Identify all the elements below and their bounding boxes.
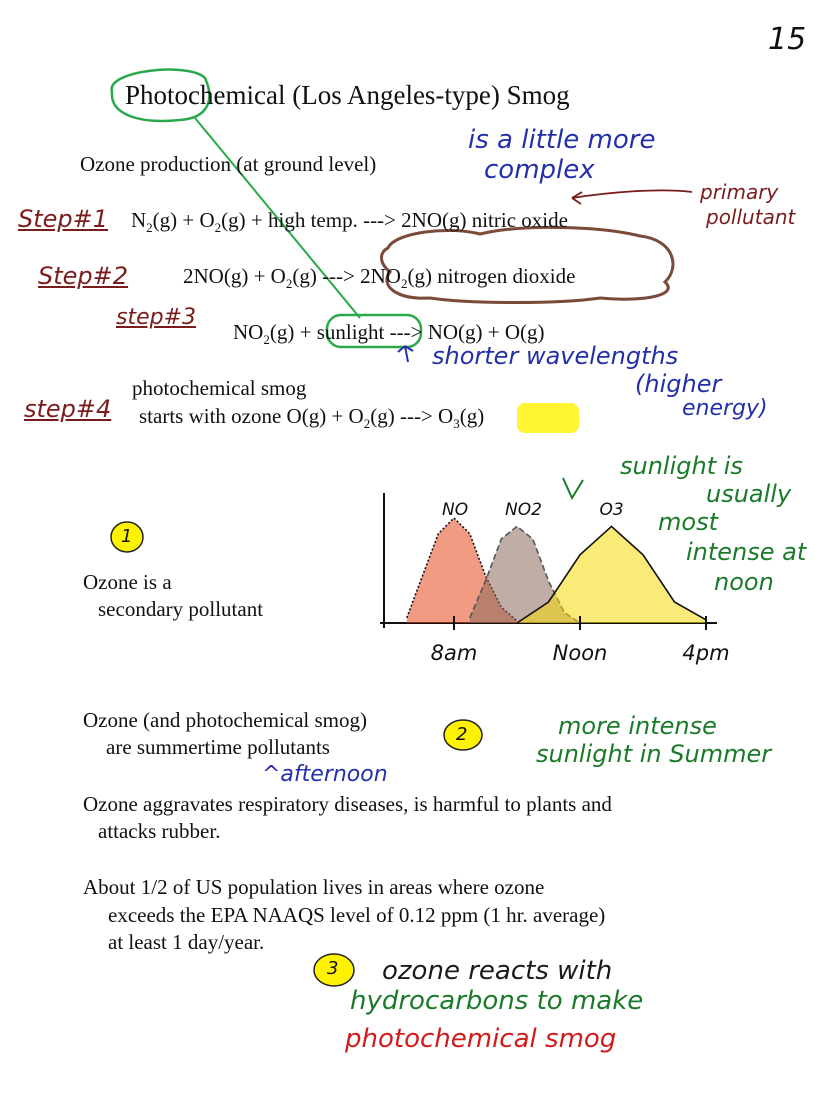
note-complex-line2: complex [484, 155, 595, 185]
series-label-o3: O3 [599, 500, 624, 520]
note-sunlight-line5: noon [714, 568, 774, 596]
ozone-production-heading: Ozone production (at ground level) [80, 152, 377, 176]
population-line2: exceeds the EPA NAAQS level of 0.12 ppm (1 hr. average) [108, 903, 606, 927]
note-primary-line1: primary [700, 180, 779, 204]
step1-n2: N [131, 208, 147, 232]
note-afternoon: ^afternoon [262, 762, 388, 787]
step2-product: 2NO [360, 264, 401, 288]
step2-label: Step#2 [38, 262, 129, 290]
note-shorter-line3: energy) [682, 396, 768, 421]
note-reacts-line3: photochemical smog [345, 1024, 617, 1054]
step2-o2-sub: 2 [285, 276, 293, 292]
population-line3: at least 1 day/year. [108, 930, 265, 954]
note-sunlight-line2: usually [706, 480, 792, 508]
step1-n2-sub: 2 [146, 220, 153, 236]
note-sunlight-line4: intense at [686, 538, 807, 566]
step1-part: (g) + O [152, 208, 215, 232]
note-shorter-line2: (higher [635, 370, 722, 398]
x-tick-label: 8am [430, 641, 478, 665]
step3-label: step#3 [116, 305, 197, 330]
series-label-no2: NO2 [505, 500, 542, 520]
circle1-number: 1 [121, 526, 133, 547]
note-sunlight-line3: most [658, 508, 718, 536]
note-summer-line2: sunlight in Summer [536, 740, 772, 768]
step4-arrow: (g) ---> [370, 404, 433, 428]
summer-line2: are summertime pollutants [106, 735, 330, 759]
summer-line1: Ozone (and photochemical smog) [83, 708, 367, 732]
circle3-number: 3 [327, 958, 339, 979]
note-reacts-line2: hydrocarbons to make [350, 986, 644, 1016]
aggravates-line1: Ozone aggravates respiratory diseases, is harmful to plants and [83, 792, 612, 816]
step4-label: step#4 [24, 395, 112, 423]
circle2-number: 2 [456, 724, 468, 745]
step4-o3-sub: 3 [453, 416, 460, 432]
page-number: 15 [768, 22, 807, 57]
step4-start: starts with ozone O(g) + O [139, 404, 364, 428]
pollutant-chart [372, 488, 732, 678]
step4-o2-sub: 2 [363, 416, 371, 432]
step3-sunlight: sunlight [316, 320, 385, 344]
note-reacts-line1: ozone reacts with [382, 956, 613, 986]
note-complex-line1: is a little more [468, 125, 656, 155]
step1-o2-sub: 2 [214, 220, 222, 236]
note-primary-line2: pollutant [706, 205, 796, 229]
step3-plus: (g) + [269, 320, 312, 344]
population-line1: About 1/2 of US population lives in areas where ozone [83, 875, 545, 899]
x-tick-label: 4pm [682, 641, 730, 665]
step3-no-sub: 2 [263, 332, 270, 348]
step1-equation [131, 208, 568, 236]
page-title: Photochemical (Los Angeles-type) Smog [125, 80, 570, 110]
step4-line1: photochemical smog [132, 376, 307, 400]
step2-equation [183, 264, 575, 292]
step3-no: NO [233, 320, 264, 344]
aggravates-line2: attacks rubber. [98, 819, 221, 843]
shorter-arrow [398, 346, 413, 362]
note-shorter-line1: shorter wavelengths [432, 342, 679, 370]
step4-equation [139, 404, 484, 432]
o3-highlight [517, 403, 579, 433]
step3-rest: ---> NO(g) + O(g) [389, 320, 545, 344]
step4-o3-rest: (g) [459, 404, 485, 428]
step2-prod-rest: (g) nitrogen dioxide [407, 264, 576, 288]
secondary-line2: secondary pollutant [98, 597, 264, 621]
x-tick-label: Noon [552, 641, 608, 665]
secondary-line1: Ozone is a [83, 570, 172, 594]
note-summer-line1: more intense [558, 712, 717, 740]
series-label-no: NO [442, 500, 469, 520]
step2-start: 2NO(g) + O [183, 264, 286, 288]
note-sunlight-line1: sunlight is [620, 452, 743, 480]
step1-rest: (g) + high temp. ---> 2NO(g) nitric oxide [221, 208, 568, 232]
step1-label: Step#1 [18, 205, 109, 233]
primary-arrow [572, 190, 692, 198]
step2-prod-sub: 2 [400, 276, 408, 292]
step2-mid: (g) ---> [292, 264, 355, 288]
step4-o3: O [438, 404, 454, 428]
